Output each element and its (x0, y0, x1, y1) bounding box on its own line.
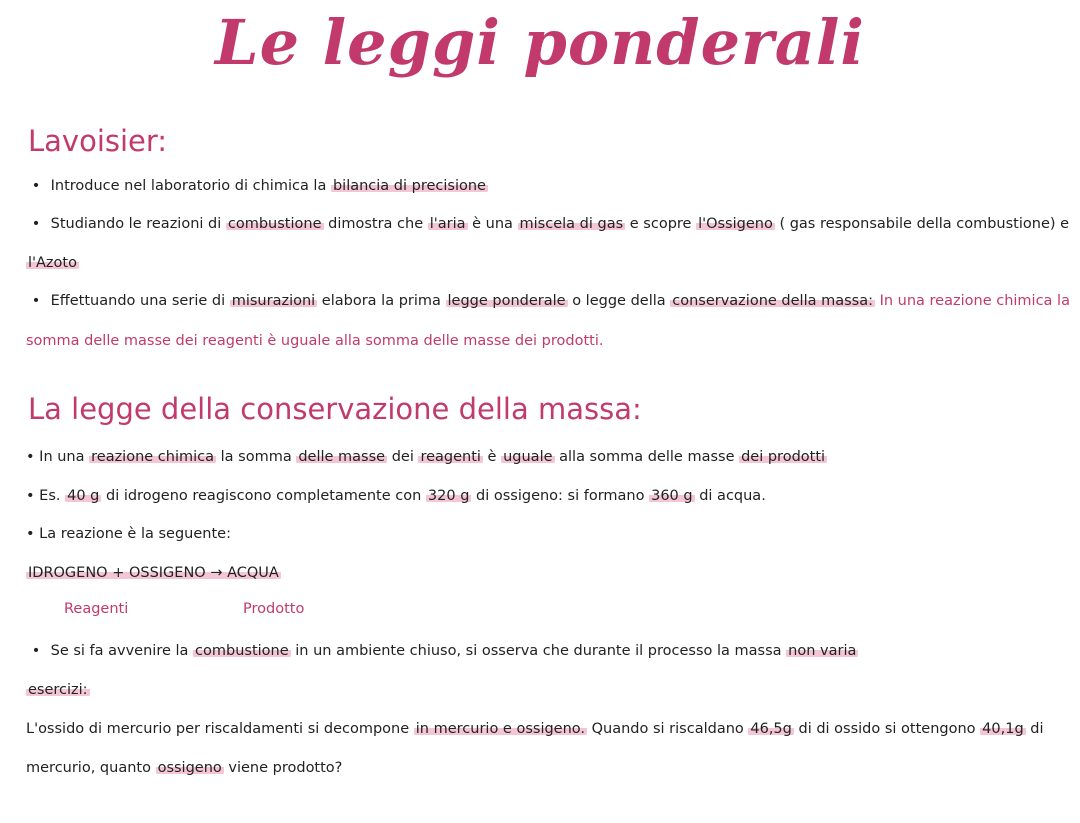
text: la somma (216, 449, 297, 465)
highlight: reazione chimica (91, 449, 215, 465)
equation (26, 562, 1066, 584)
highlight: bilancia di precisione (332, 178, 486, 194)
text: di di ossido si ottengono (793, 721, 981, 737)
highlight: 40 g (67, 488, 100, 504)
text: L'ossido di mercurio per riscaldamenti si decompone (26, 721, 414, 737)
text: elabora la prima (317, 293, 446, 309)
highlight: delle masse (298, 449, 386, 465)
highlight: miscela di gas (519, 216, 624, 232)
text: La reazione è la seguente: (39, 526, 231, 542)
bullet-icon: • (31, 293, 41, 309)
legge-heading: La legge della conservazione della massa: (28, 392, 642, 426)
highlight: legge ponderale (447, 293, 566, 309)
text: è (482, 449, 502, 465)
bullet-icon: • (26, 526, 40, 542)
text: dei (387, 449, 419, 465)
reagenti-label: Reagenti (64, 601, 129, 617)
highlight: l'Azoto (28, 255, 77, 271)
lavoisier-bullet-2-cont (26, 252, 1066, 274)
legge-line-4 (26, 640, 1066, 662)
legge-line-3 (26, 523, 1066, 545)
bullet-icon: • (26, 488, 40, 504)
prodotto-label: Prodotto (243, 601, 305, 617)
text: mercurio, quanto (26, 760, 156, 776)
highlight: combustione (227, 216, 322, 232)
text: Quando si riscaldano (587, 721, 749, 737)
highlight: esercizi: (28, 682, 88, 698)
highlight: ossigeno (157, 760, 222, 776)
highlight: dei prodotti (741, 449, 826, 465)
page-title: Le leggi ponderali (215, 6, 865, 79)
text: è una (467, 216, 518, 232)
highlight: reagenti (420, 449, 481, 465)
lavoisier-bullet-2 (26, 213, 1070, 235)
text: Introduce nel laboratorio di chimica la (50, 178, 331, 194)
highlight: l'Ossigeno (698, 216, 773, 232)
text: Es. (39, 488, 66, 504)
lavoisier-bullet-1 (26, 175, 1066, 197)
highlight: l'aria (429, 216, 466, 232)
text: dimostra che (323, 216, 428, 232)
highlight: misurazioni (231, 293, 316, 309)
text: o legge della (567, 293, 671, 309)
highlight: 320 g (427, 488, 470, 504)
text: In una (39, 449, 90, 465)
text: di (1025, 721, 1044, 737)
text: Se si fa avvenire la (50, 643, 194, 659)
highlight: combustione (195, 643, 289, 659)
bullet-icon: • (31, 643, 41, 659)
legge-line-1 (26, 446, 1066, 468)
esercizi-line-1 (26, 718, 1066, 740)
text: in un ambiente chiuso, si osserva che durante il processo la massa (290, 643, 787, 659)
lavoisier-bullet-3-cont: somma delle masse dei reagenti è uguale alla somma delle masse dei prodotti. (26, 333, 604, 349)
law-text: In una reazione chimica la (874, 293, 1070, 309)
esercizi-line-2 (26, 757, 1066, 779)
text: viene prodotto? (223, 760, 343, 776)
bullet-icon: • (31, 216, 41, 232)
highlight: 46,5g (750, 721, 792, 737)
text: Studiando le reazioni di (50, 216, 226, 232)
lavoisier-heading: Lavoisier: (28, 124, 168, 158)
text: di idrogeno reagiscono completamente con (101, 488, 426, 504)
text: di ossigeno: si formano (471, 488, 650, 504)
esercizi-label (26, 679, 1066, 701)
highlight: 40,1g (982, 721, 1024, 737)
text: di acqua. (694, 488, 766, 504)
highlight: non varia (788, 643, 857, 659)
text: ( gas responsabile della combustione) e (774, 216, 1070, 232)
highlight: uguale (503, 449, 553, 465)
highlight: in mercurio e ossigeno. (415, 721, 586, 737)
text: Effettuando una serie di (50, 293, 230, 309)
text: alla somma delle masse (554, 449, 740, 465)
bullet-icon: • (31, 178, 41, 194)
highlight: 360 g (651, 488, 693, 504)
equation-text: IDROGENO + OSSIGENO → ACQUA (28, 565, 279, 581)
lavoisier-bullet-3 (26, 290, 1070, 312)
text: e scopre (625, 216, 697, 232)
highlight: conservazione della massa: (672, 293, 873, 309)
legge-line-2 (26, 485, 1066, 507)
bullet-icon: • (26, 449, 40, 465)
